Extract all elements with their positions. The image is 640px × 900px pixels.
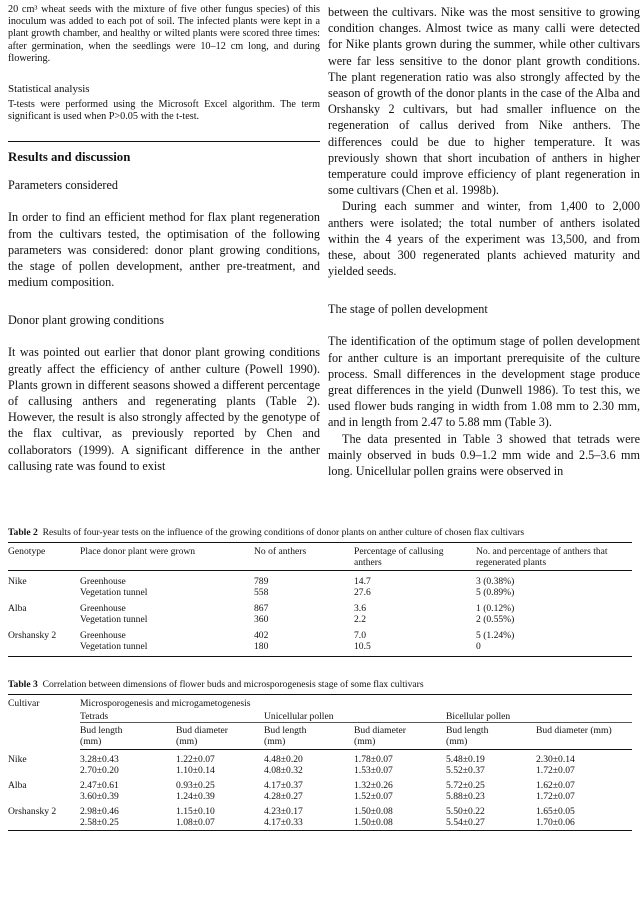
table2-caption-text: Results of four-year tests on the influence of the growing conditions of donor plants on anther culture of chosen flax cultivars xyxy=(42,527,525,538)
t2-cell-place: Greenhouse xyxy=(80,630,126,641)
t3-cell-value: 1.72±0.07 xyxy=(536,791,575,802)
t3-cell-cultivar xyxy=(8,765,80,776)
table2-row xyxy=(8,625,632,641)
table3-label: Table 3 xyxy=(8,679,38,690)
t3-header-diameter-2: Bud diameter (mm) xyxy=(354,723,446,750)
pollen-heading: The stage of pollen development xyxy=(328,302,488,317)
t2-header-regen: No. and percentage of anthers that regenerated plants xyxy=(476,543,632,571)
table2 xyxy=(8,542,632,657)
t3-cell-value: 1.08±0.07 xyxy=(176,817,264,831)
t3-cell-value: 2.98±0.46 xyxy=(80,806,119,817)
t3-cell-value: 4.17±0.37 xyxy=(264,780,303,791)
t2-cell-regen: 1 (0.12%) xyxy=(476,603,515,614)
t2-cell-percent: 14.7 xyxy=(354,576,371,587)
t2-cell-genotype: Nike xyxy=(8,576,27,587)
table2-row xyxy=(8,641,632,657)
t3-cell-value: 2.70±0.20 xyxy=(80,765,119,776)
t3-header-group: Microsporogenesis and microgametogenesis xyxy=(80,695,632,710)
left-column xyxy=(8,4,320,474)
t2-cell-anthers: 180 xyxy=(254,641,354,657)
t2-cell-place: Vegetation tunnel xyxy=(80,641,254,657)
t3-cell-value: 5.72±0.25 xyxy=(446,780,485,791)
table2-label: Table 2 xyxy=(8,527,38,538)
t3-cell-value: 1.70±0.06 xyxy=(536,817,632,831)
t2-header-place: Place donor plant were grown xyxy=(80,543,254,571)
right-column xyxy=(328,4,640,479)
t3-cell-cultivar: Alba xyxy=(8,780,27,791)
t3-cell-value: 2.47±0.61 xyxy=(80,780,119,791)
t3-header-unicellular: Unicellular pollen xyxy=(264,709,446,723)
table3 xyxy=(8,694,632,831)
t3-cell-value: 3.60±0.39 xyxy=(80,791,119,802)
table3-row xyxy=(8,817,632,831)
table2-row xyxy=(8,571,632,588)
t3-cell-value: 4.17±0.33 xyxy=(264,817,354,831)
continued-paragraph: between the cultivars. Nike was the most sensitive to growing condition changes. Almost twice as many calli were detected for Nike plants grown during the summer, while other cultivars were far less sensitive to the donor plant growth conditions. The plant regeneration ratio was also strongly affected by the season of growth of the donor plants in the case of the Alba and Orshansky 2 cultivars, but had smaller influence on the regeneration of callus derived from Nike anthers. The differences could be due to higher temperature. It was previously shown that short incubation of anthers in higher temperature could improve efficiency of plant regeneration in some cultivars (Chen et al. 1998b). xyxy=(328,5,640,198)
t2-cell-place: Greenhouse xyxy=(80,576,126,587)
t3-cell-value: 5.48±0.19 xyxy=(446,754,485,765)
t2-cell-regen: 3 (0.38%) xyxy=(476,576,515,587)
t3-header-cultivar: Cultivar xyxy=(8,695,80,750)
table3-row xyxy=(8,776,632,791)
t3-header-bicellular: Bicellular pollen xyxy=(446,709,632,723)
parameters-paragraph: In order to find an efficient method for flax plant regeneration from the cultivars tested, the optimisation of the following parameters was considered: donor plant growing conditions, the stage of pollen development, anther pre-treatment, and medium composition. xyxy=(8,210,320,290)
t3-cell-value: 2.58±0.25 xyxy=(80,817,176,831)
t3-cell-value: 1.62±0.07 xyxy=(536,780,575,791)
stats-paragraph: T-tests were performed using the Microsoft Excel algorithm. The term significant is used when P>0.05 with the t-test. xyxy=(8,99,320,123)
t3-cell-value: 4.48±0.20 xyxy=(264,754,303,765)
t2-cell-place: Vegetation tunnel xyxy=(80,614,148,625)
t3-cell-value: 1.78±0.07 xyxy=(354,754,393,765)
t2-cell-genotype xyxy=(8,641,80,657)
pollen-paragraph: The identification of the optimum stage of pollen development for anther culture is an important prerequisite of the culture process. Small differences in the development stage produce great differences in the yield (Dunwell 1986). To test this, we used flower buds ranging in width from 1.08 mm to 2.30 mm, and in length from 2.47 to 5.88 mm (Table 3). xyxy=(328,334,640,430)
t3-cell-value: 1.53±0.07 xyxy=(354,765,393,776)
t3-cell-value: 2.30±0.14 xyxy=(536,754,575,765)
t3-cell-cultivar: Orshansky 2 xyxy=(8,806,57,817)
methods-paragraph: 20 cm³ wheat seeds with the mixture of five other fungus species) of this inoculum was added to each pot of soil. The infected plants were kept in a plant growth chamber, and healthy or wilted plants were scored three times: after germination, when the seedlings were 10–12 cm long, and during flowering. xyxy=(8,4,320,64)
t2-header-percent: Percentage of callusing anthers xyxy=(354,543,476,571)
results-section xyxy=(8,141,320,165)
t3-cell-value: 1.50±0.08 xyxy=(354,817,446,831)
t3-cell-value: 5.50±0.22 xyxy=(446,806,485,817)
summer-paragraph: During each summer and winter, from 1,400 to 2,000 anthers were isolated; the total number of anthers isolated within the 4 years of the experiment was 13,500, and from these, about 300 regenerated plants achieved maturity and yielded seeds. xyxy=(328,199,640,279)
t2-cell-percent: 2.2 xyxy=(354,614,366,625)
t2-cell-anthers: 402 xyxy=(254,630,269,641)
table2-row xyxy=(8,598,632,614)
t3-cell-value: 4.08±0.32 xyxy=(264,765,303,776)
table3-row xyxy=(8,802,632,817)
t2-cell-regen: 0 xyxy=(476,641,632,657)
t3-header-tetrads: Tetrads xyxy=(80,709,264,723)
t2-cell-place: Vegetation tunnel xyxy=(80,587,148,598)
t2-cell-place: Greenhouse xyxy=(80,603,126,614)
t3-cell-value: 1.15±0.10 xyxy=(176,806,215,817)
t3-cell-value: 1.72±0.07 xyxy=(536,765,575,776)
t2-cell-percent: 27.6 xyxy=(354,587,371,598)
t2-cell-genotype: Orshansky 2 xyxy=(8,630,57,641)
results-heading: Results and discussion xyxy=(8,150,131,165)
t2-cell-anthers: 360 xyxy=(254,614,269,625)
table2-caption xyxy=(8,527,632,539)
table3-caption xyxy=(8,679,632,691)
t3-cell-value: 1.32±0.26 xyxy=(354,780,393,791)
t2-cell-percent: 7.0 xyxy=(354,630,366,641)
table2-body xyxy=(8,571,632,657)
t3-cell-value: 5.52±0.37 xyxy=(446,765,485,776)
t3-cell-value: 3.28±0.43 xyxy=(80,754,119,765)
donor-paragraph: It was pointed out earlier that donor plant growing conditions greatly affect the efficiency of anther culture (Powell 1990). Plants grown in different seasons showed a different percentage of callusing anthers and regenerating plants (Table 2). However, the result is also strongly affected by the genotype of the flax cultivar, as previously reported by Chen and collaborators (1999). A significant difference in the anther callusing rate was found to exist xyxy=(8,345,320,473)
t2-cell-percent: 3.6 xyxy=(354,603,366,614)
t3-header-length-2: Bud length (mm) xyxy=(264,723,354,750)
t2-cell-percent: 10.5 xyxy=(354,641,476,657)
table3-body xyxy=(8,750,632,831)
table3-paragraph: The data presented in Table 3 showed that tetrads were mainly observed in buds 0.9–1.2 mm wide and 2.5–3.6 mm long. Unicellular pollen grains were observed in xyxy=(328,431,640,479)
t2-cell-regen: 2 (0.55%) xyxy=(476,614,515,625)
t2-cell-anthers: 558 xyxy=(254,587,269,598)
t3-cell-cultivar: Nike xyxy=(8,753,27,765)
table3-row xyxy=(8,765,632,776)
t3-cell-value: 1.52±0.07 xyxy=(354,791,393,802)
t2-cell-genotype: Alba xyxy=(8,603,27,614)
stats-heading: Statistical analysis xyxy=(8,83,90,96)
t3-cell-value: 0.93±0.25 xyxy=(176,780,215,791)
table2-row xyxy=(8,587,632,598)
donor-heading: Donor plant growing conditions xyxy=(8,313,165,328)
t3-header-length-1: Bud length (mm) xyxy=(80,723,176,750)
t2-cell-genotype xyxy=(8,587,80,598)
table3-caption-text: Correlation between dimensions of flower buds and microsporogenesis stage of some flax cultivars xyxy=(42,679,424,690)
t3-header-diameter-1: Bud diameter (mm) xyxy=(176,723,264,750)
t2-cell-regen: 5 (0.89%) xyxy=(476,587,515,598)
parameters-heading: Parameters considered xyxy=(8,178,118,193)
t2-cell-anthers: 867 xyxy=(254,603,269,614)
t3-cell-value: 1.65±0.05 xyxy=(536,806,575,817)
t3-cell-value: 1.22±0.07 xyxy=(176,754,215,765)
t2-header-anthers: No of anthers xyxy=(254,543,354,571)
table3-row xyxy=(8,791,632,802)
t3-header-diameter-3: Bud diameter (mm) xyxy=(536,723,632,750)
t3-cell-cultivar xyxy=(8,791,80,802)
t2-header-genotype: Genotype xyxy=(8,543,80,571)
tables-area xyxy=(8,527,632,831)
t2-cell-genotype xyxy=(8,614,80,625)
t3-cell-value: 1.10±0.14 xyxy=(176,765,215,776)
t3-cell-value: 1.50±0.08 xyxy=(354,806,393,817)
t3-header-length-3: Bud length (mm) xyxy=(446,723,536,750)
t3-cell-cultivar xyxy=(8,817,80,831)
t2-cell-regen: 5 (1.24%) xyxy=(476,630,515,641)
t3-cell-value: 1.24±0.39 xyxy=(176,791,215,802)
t3-cell-value: 5.88±0.23 xyxy=(446,791,485,802)
table3-row xyxy=(8,750,632,766)
t3-cell-value: 4.28±0.27 xyxy=(264,791,303,802)
table2-row xyxy=(8,614,632,625)
t2-cell-anthers: 789 xyxy=(254,576,269,587)
t3-cell-value: 4.23±0.17 xyxy=(264,806,303,817)
t3-cell-value: 5.54±0.27 xyxy=(446,817,536,831)
